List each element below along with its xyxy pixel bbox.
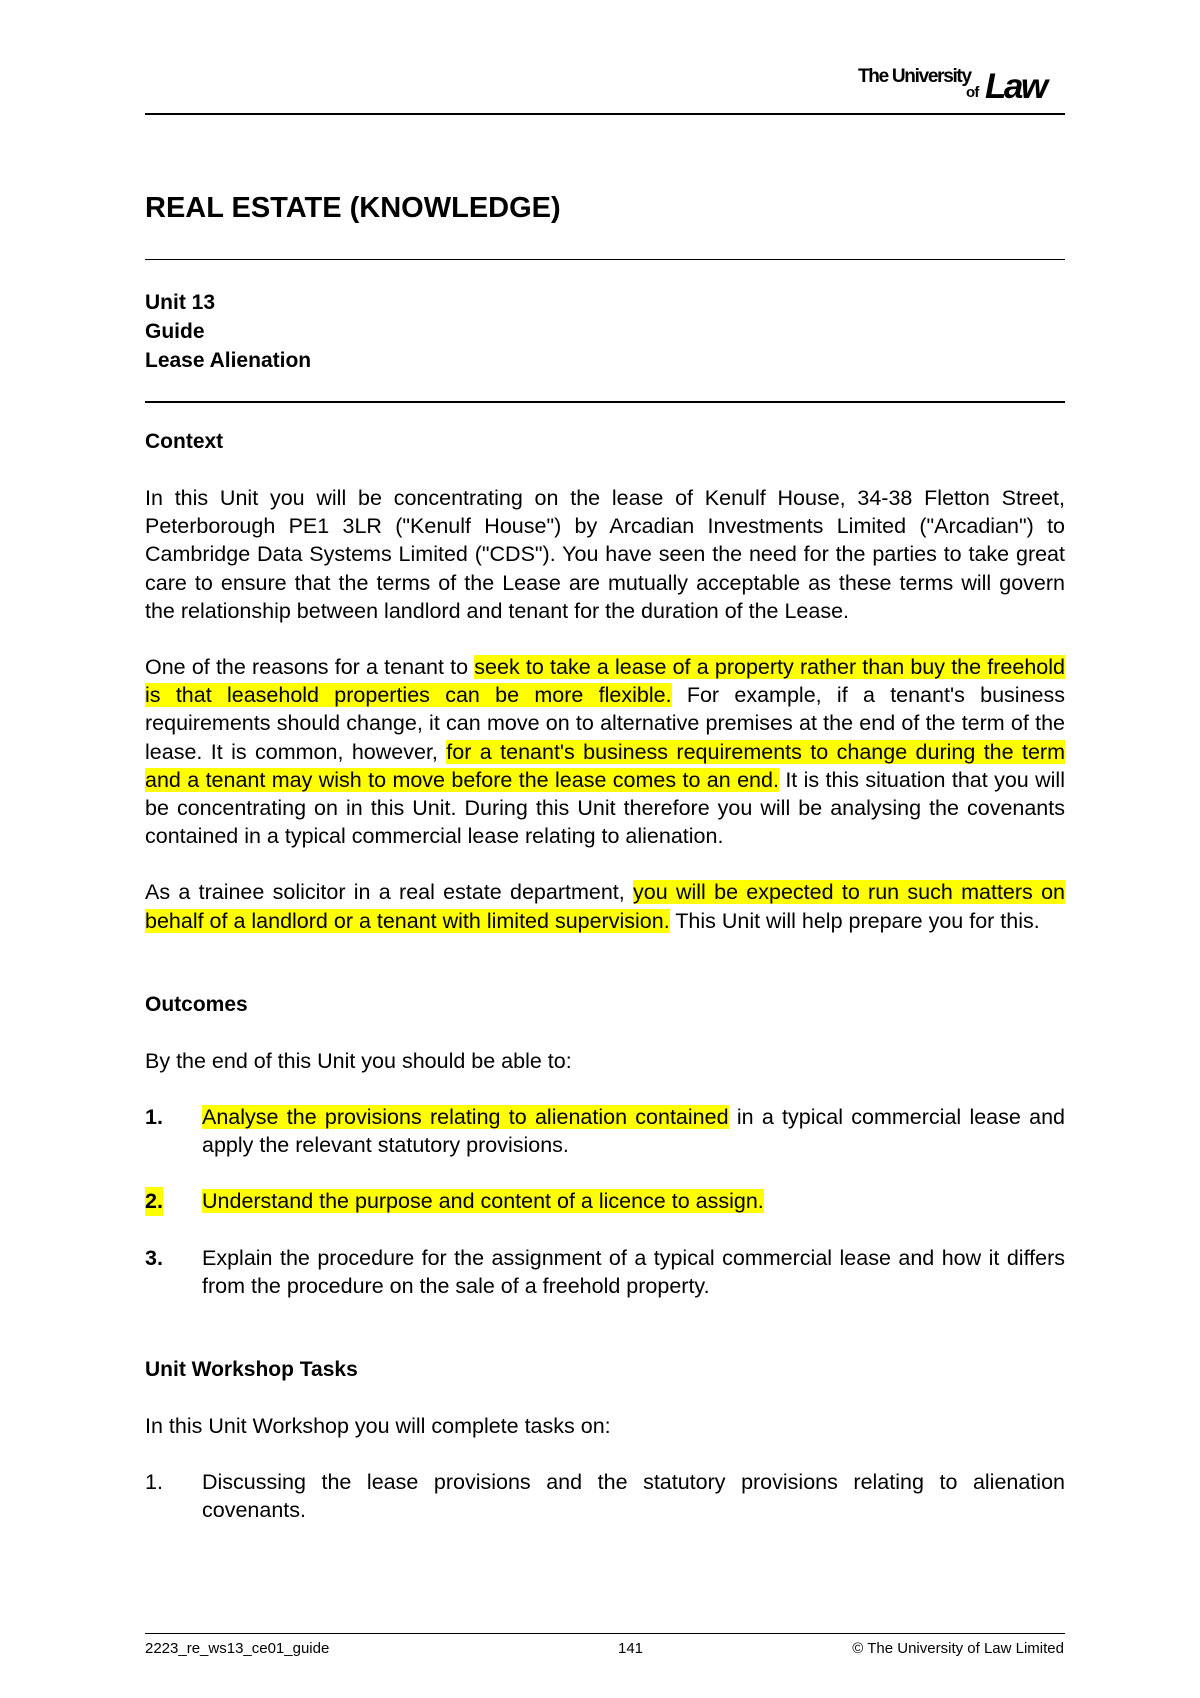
context-paragraph-2 <box>145 653 1065 850</box>
outcome-text: Explain the procedure for the assignment of a typical commercial lease and how it differs from the procedure on the sale of a freehold property. <box>202 1245 1065 1298</box>
text-segment: This Unit will help prepare you for this. <box>669 908 1040 933</box>
workshop-item-1 <box>145 1468 1065 1524</box>
logo-line-3: Law <box>985 67 1046 106</box>
title-divider <box>145 259 1065 260</box>
text-segment: As a trainee solicitor in a real estate department, <box>145 880 634 905</box>
outcome-item-2 <box>145 1187 1065 1215</box>
context-paragraph-3 <box>145 878 1065 934</box>
unit-type: Guide <box>145 320 205 343</box>
text-segment: It is this situation that you will be concentrating on in this Unit. During this Unit therefore you will be analysing the covenants contained in a typical commercial lease relating to alienation. <box>145 767 1065 849</box>
outcomes-heading: Outcomes <box>145 992 248 1016</box>
main-content <box>145 428 1065 1525</box>
context-heading: Context <box>145 430 224 453</box>
unit-info <box>145 288 311 375</box>
highlighted-text: Analyse the provisions relating to alienation contained <box>202 1105 729 1130</box>
workshop-text: Discussing the lease provisions and the statutory provisions relating to alienation covenants. <box>202 1470 1065 1523</box>
highlighted-text: Understand the purpose and content of a licence to assign. <box>202 1189 764 1214</box>
outcome-number: 3. <box>145 1245 163 1270</box>
highlighted-text: seek to take a lease of a property rather than buy the freehold is that leasehold properties can be more flexible. <box>145 655 1065 708</box>
outcome-item-3 <box>145 1244 1065 1300</box>
logo-line-2: of <box>966 84 979 101</box>
outcome-item-1 <box>145 1103 1065 1159</box>
footer-page-number: 141 <box>618 1640 644 1657</box>
document-title: REAL ESTATE (KNOWLEDGE) <box>145 192 561 224</box>
highlighted-text: you will be expected to run such matters on behalf of a landlord or a tenant with limited supervision. <box>145 880 1065 933</box>
outcome-number: 1. <box>145 1105 163 1130</box>
unit-divider <box>145 401 1065 403</box>
outcome-number: 2. <box>145 1187 163 1215</box>
footer-copyright: © The University of Law Limited <box>852 1640 1064 1657</box>
unit-number: Unit 13 <box>145 291 216 314</box>
text-segment: For example, if a tenant's business requirements should change, it can move on to alternative premises at the end of the term of the lease. It is common, however, <box>145 683 1065 764</box>
outcome-text: in a typical commercial lease and apply the relevant statutory provisions. <box>202 1105 1065 1158</box>
university-logo <box>858 62 1068 112</box>
text-segment: One of the reasons for a tenant to <box>145 655 475 680</box>
footer-divider <box>145 1633 1065 1634</box>
unit-topic: Lease Alienation <box>145 349 312 372</box>
highlighted-text: for a tenant's business requirements to change during the term and a tenant may wish to move before the lease comes to an end. <box>145 739 1065 792</box>
footer-doc-ref: 2223_re_ws13_ce01_guide <box>145 1640 330 1657</box>
outcomes-intro: By the end of this Unit you should be able to: <box>145 1048 572 1073</box>
workshop-heading: Unit Workshop Tasks <box>145 1358 358 1382</box>
workshop-number: 1. <box>145 1470 163 1495</box>
context-paragraph-1: In this Unit you will be concentrating on the lease of Kenulf House, 34-38 Fletton Street, Peterborough PE1 3LR ("Kenulf House") by Arcadian Investments Limited ("Arcadian") to Cambridge Data Systems Limited ("CDS"). You have seen the need for the parties to take great care to ensure that the terms of the Lease are mutually acceptable as these terms will govern the relationship between landlord and tenant for the duration of the Lease. <box>145 486 1065 623</box>
logo-line-1: The University <box>858 66 971 87</box>
workshop-intro: In this Unit Workshop you will complete tasks on: <box>145 1414 611 1439</box>
header-divider <box>145 113 1065 115</box>
